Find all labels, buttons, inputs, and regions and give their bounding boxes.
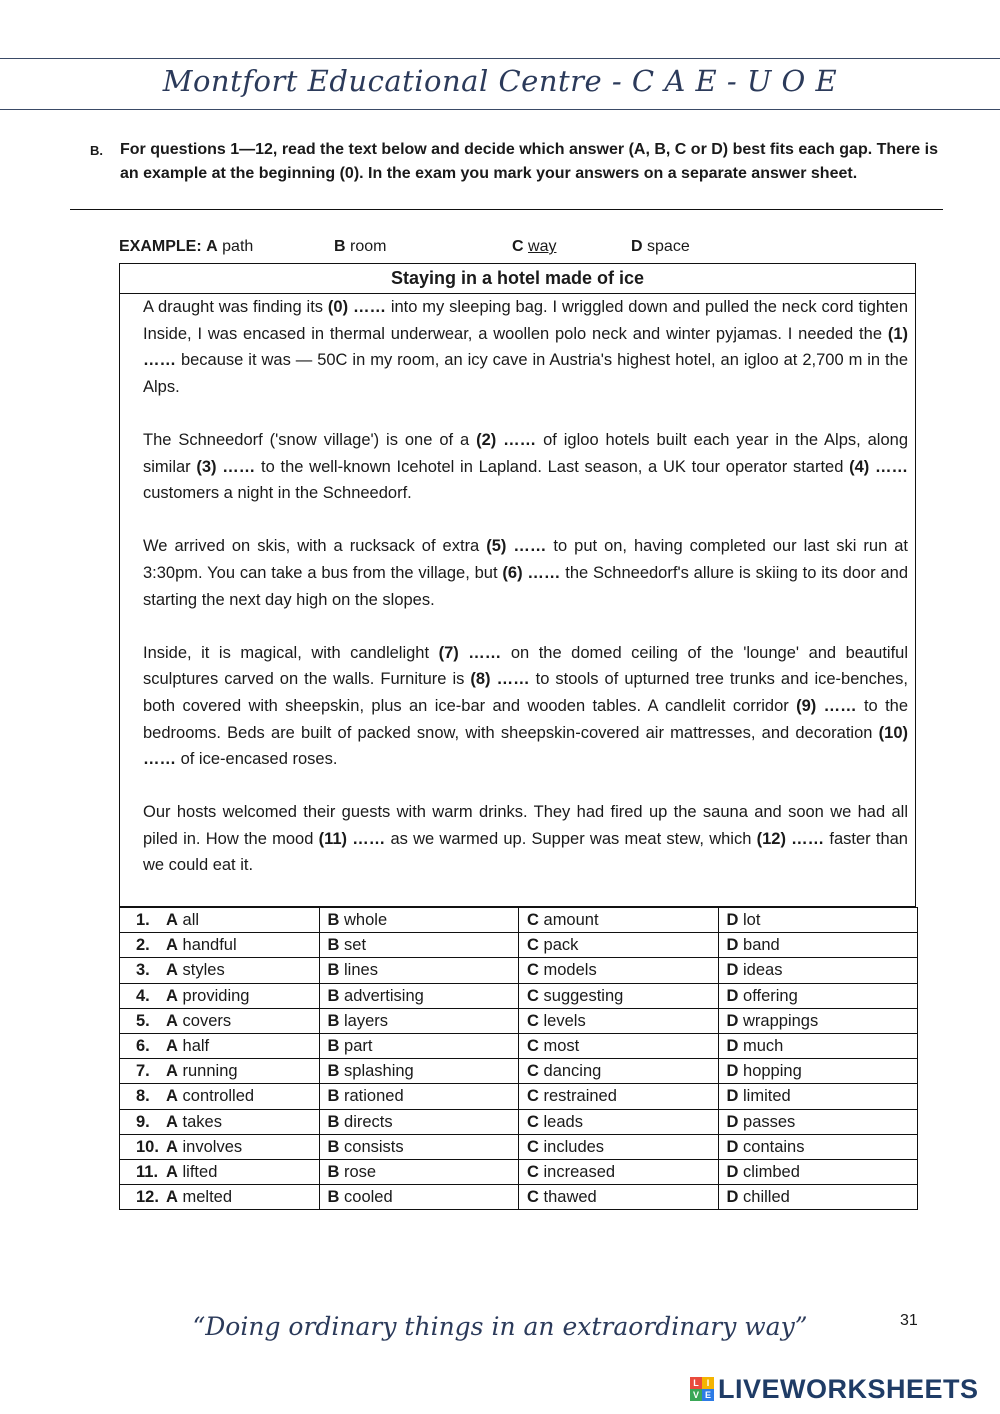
brand-name: LIVEWORKSHEETS — [718, 1373, 979, 1404]
gap-marker: (9) …… — [796, 696, 857, 715]
passage-text-run: faster than we could eat it. — [143, 829, 908, 875]
options-row — [120, 1059, 918, 1084]
header-rule-bottom — [0, 109, 1000, 110]
option-letter: B — [327, 986, 340, 1005]
option-letter: A — [166, 911, 178, 930]
option-letter: D — [726, 1062, 739, 1081]
example-b-letter: B — [334, 238, 346, 255]
option-letter: D — [726, 961, 739, 980]
passage-text-run: to the well-known Icehotel in Lapland. Last season, a UK tour operator started — [255, 457, 850, 476]
option-letter: D — [726, 1087, 739, 1106]
question-number: 1. — [136, 911, 150, 930]
option-b — [319, 1084, 519, 1109]
example-label: EXAMPLE: — [119, 238, 202, 255]
option-b — [319, 908, 519, 933]
option-c — [519, 1185, 719, 1210]
option-letter: B — [327, 1062, 340, 1081]
logo-tile: V — [690, 1389, 702, 1401]
example-d-word: space — [647, 238, 690, 255]
logo-tile: E — [702, 1389, 714, 1401]
option-d — [718, 1084, 918, 1109]
option-letter: C — [527, 986, 539, 1005]
option-letter: D — [726, 1011, 739, 1030]
passage-text-run: We arrived on skis, with a rucksack of extra — [143, 537, 487, 556]
option-letter: C — [527, 1162, 539, 1181]
logo-tile: L — [690, 1377, 702, 1389]
option-c — [519, 1059, 719, 1084]
options-row — [120, 933, 918, 958]
option-word: rose — [344, 1162, 377, 1181]
option-letter: B — [327, 911, 340, 930]
option-letter: A — [166, 1037, 178, 1056]
option-letter: B — [327, 1188, 340, 1207]
page-header-title: Montfort Educational Centre - C A E - U O E — [162, 64, 838, 98]
option-word: rationed — [344, 1087, 404, 1106]
option-letter: A — [166, 1112, 178, 1131]
option-letter: A — [166, 1188, 178, 1207]
option-word: models — [543, 961, 597, 980]
option-letter: B — [327, 1037, 340, 1056]
gap-marker: (6) …… — [502, 563, 561, 582]
option-letter: C — [527, 911, 539, 930]
option-b — [319, 1109, 519, 1134]
passage-text-run: because it was — 50C in my room, an icy cave in Austria's highest hotel, an igloo at 2,700 m in the Alps. — [143, 351, 908, 396]
option-b — [319, 1134, 519, 1159]
option-d — [718, 933, 918, 958]
option-a — [120, 933, 320, 958]
options-row — [120, 958, 918, 983]
gap-marker: (7) …… — [438, 643, 502, 662]
option-letter: D — [726, 1162, 739, 1181]
option-word: cooled — [344, 1188, 393, 1207]
liveworksheets-logo-icon — [690, 1377, 714, 1401]
option-a — [120, 1059, 320, 1084]
option-a — [120, 1008, 320, 1033]
example-c-letter: C — [512, 238, 524, 255]
option-a — [120, 983, 320, 1008]
passage-text-run: to put on, having completed our last ski run at 3:30pm. You can take a bus from the village, but — [143, 537, 909, 582]
passage-text — [143, 294, 908, 906]
passage-text-run: of ice-encased roses. — [176, 750, 338, 769]
options-row — [120, 908, 918, 933]
logo-tile: I — [702, 1377, 714, 1389]
option-word: running — [182, 1062, 238, 1081]
option-word: ideas — [743, 961, 783, 980]
gap-marker: (11) …… — [318, 829, 386, 848]
instructions-text: For questions 1—12, read the text below and decide which answer (A, B, C or D) best fits each gap. There is an example at the beginning (0). In the exam you mark your answers on a separate answer sheet. — [120, 141, 938, 182]
passage-text-run: Inside, it is magical, with candlelight — [143, 643, 439, 662]
footer-quote: “Doing ordinary things in an extraordinary way” — [192, 1312, 808, 1341]
example-option-d — [631, 238, 690, 256]
option-word: restrained — [543, 1087, 617, 1106]
option-word: chilled — [743, 1188, 790, 1207]
passage-text-run: customers a night in the Schneedorf. — [143, 484, 412, 503]
question-number: 10. — [136, 1137, 159, 1156]
option-word: consists — [344, 1137, 404, 1156]
option-a — [120, 1109, 320, 1134]
option-word: passes — [743, 1112, 796, 1131]
option-letter: B — [327, 936, 340, 955]
option-word: lot — [743, 911, 761, 930]
question-number: 6. — [136, 1037, 150, 1056]
option-word: advertising — [344, 986, 424, 1005]
option-word: providing — [182, 986, 250, 1005]
example-option-c — [512, 238, 556, 256]
options-row — [120, 1008, 918, 1033]
option-c — [519, 908, 719, 933]
option-word: handful — [182, 936, 237, 955]
option-letter: C — [527, 1112, 539, 1131]
passage-paragraph — [143, 533, 908, 613]
option-word: amount — [543, 911, 599, 930]
option-word: set — [344, 936, 367, 955]
example-option-b — [334, 238, 386, 256]
option-d — [718, 1159, 918, 1184]
example-label-a — [119, 238, 253, 256]
example-b-word: room — [350, 238, 387, 255]
option-c — [519, 1084, 719, 1109]
example-c-word: way — [528, 238, 557, 255]
passage-paragraph — [143, 427, 908, 507]
option-word: wrappings — [743, 1011, 819, 1030]
passage-text-run: on the domed ceiling of the 'lounge' and beautiful sculptures carved on the walls. Furniture is — [143, 643, 909, 689]
passage-text-run: of igloo hotels built each year in the Alps, along similar — [143, 430, 909, 476]
option-word: splashing — [344, 1062, 414, 1081]
option-c — [519, 1008, 719, 1033]
options-row — [120, 1084, 918, 1109]
question-number: 12. — [136, 1188, 159, 1207]
question-number: 3. — [136, 961, 150, 980]
option-letter: B — [327, 1011, 340, 1030]
options-row — [120, 1134, 918, 1159]
gap-marker: (8) …… — [470, 670, 530, 689]
passage-text-run: to stools of upturned tree trunks and ice-benches, both covered with sheepskin, plus an ice-bar and wooden tables. A candlelit corridor — [143, 670, 909, 715]
option-word: controlled — [182, 1087, 255, 1106]
option-b — [319, 1159, 519, 1184]
option-word: limited — [743, 1087, 791, 1106]
option-a — [120, 1084, 320, 1109]
option-c — [519, 1159, 719, 1184]
option-word: suggesting — [543, 986, 624, 1005]
gap-marker: (12) …… — [756, 829, 825, 848]
option-c — [519, 1033, 719, 1058]
passage-text-run: A draught was finding its — [143, 298, 328, 316]
option-d — [718, 1109, 918, 1134]
option-letter: A — [166, 1162, 178, 1181]
example-a-letter: A — [206, 238, 218, 255]
passage-paragraph — [143, 294, 908, 400]
option-word: layers — [344, 1011, 389, 1030]
question-number: 4. — [136, 986, 150, 1005]
option-letter: A — [166, 961, 178, 980]
gap-marker: (1) …… — [143, 324, 908, 370]
option-word: covers — [182, 1011, 232, 1030]
option-letter: D — [726, 1137, 739, 1156]
option-letter: C — [527, 1062, 539, 1081]
option-a — [120, 958, 320, 983]
passage-text-run: Our hosts welcomed their guests with warm drinks. They had fired up the sauna and soon we had all piled in. How the mood — [143, 803, 908, 848]
option-word: takes — [182, 1112, 222, 1131]
instructions — [90, 138, 950, 186]
options-row — [120, 1109, 918, 1134]
option-word: styles — [182, 961, 225, 980]
option-word: dancing — [543, 1062, 602, 1081]
option-letter: C — [527, 1087, 539, 1106]
option-word: climbed — [743, 1162, 800, 1181]
passage-title: Staying in a hotel made of ice — [120, 264, 915, 294]
passage-text-run: The Schneedorf ('snow village') is one of a — [143, 430, 477, 449]
option-word: involves — [182, 1137, 243, 1156]
option-letter: B — [327, 1087, 340, 1106]
options-row — [120, 983, 918, 1008]
passage-text-run: to the bedrooms. Beds are built of packed snow, with sheepskin-covered air mattresses, and decoration — [143, 696, 909, 742]
question-number: 8. — [136, 1087, 150, 1106]
gap-marker: (0) …… — [327, 298, 386, 316]
liveworksheets-brand — [690, 1374, 979, 1404]
option-letter: D — [726, 1112, 739, 1131]
option-word: all — [182, 911, 200, 930]
option-letter: C — [527, 1137, 539, 1156]
option-letter: C — [527, 1037, 539, 1056]
option-word: hopping — [743, 1062, 802, 1081]
gap-marker: (4) …… — [849, 457, 909, 476]
gap-marker: (3) …… — [196, 457, 256, 476]
option-letter: A — [166, 1087, 178, 1106]
question-number: 9. — [136, 1112, 150, 1131]
example-d-letter: D — [631, 238, 643, 255]
option-b — [319, 1008, 519, 1033]
options-row — [120, 1033, 918, 1058]
option-a — [120, 908, 320, 933]
option-letter: B — [327, 1137, 340, 1156]
option-letter: C — [527, 961, 539, 980]
option-d — [718, 983, 918, 1008]
option-b — [319, 1033, 519, 1058]
option-d — [718, 908, 918, 933]
passage-box — [119, 263, 916, 907]
option-a — [120, 1185, 320, 1210]
question-number: 2. — [136, 936, 150, 955]
option-letter: A — [166, 1011, 178, 1030]
option-word: offering — [743, 986, 798, 1005]
gap-marker: (10) …… — [143, 723, 908, 769]
header-rule-top — [0, 58, 1000, 59]
question-number: 5. — [136, 1011, 150, 1030]
option-d — [718, 1185, 918, 1210]
option-a — [120, 1033, 320, 1058]
option-d — [718, 1008, 918, 1033]
option-c — [519, 1109, 719, 1134]
option-letter: B — [327, 961, 340, 980]
option-letter: A — [166, 986, 178, 1005]
page-number: 31 — [900, 1312, 918, 1329]
option-c — [519, 983, 719, 1008]
option-letter: D — [726, 911, 739, 930]
option-word: pack — [543, 936, 579, 955]
passage-text-run: into my sleeping bag. I wriggled down and pulled the neck cord tighten Inside, I was encased in thermal underwear, a woollen polo neck and winter pyjamas. I needed the — [143, 298, 908, 343]
option-letter: A — [166, 936, 178, 955]
option-word: lifted — [182, 1162, 218, 1181]
option-word: most — [543, 1037, 580, 1056]
gap-marker: (5) …… — [486, 537, 547, 556]
question-number: 11. — [136, 1162, 159, 1181]
option-word: much — [743, 1037, 784, 1056]
option-word: contains — [743, 1137, 805, 1156]
option-a — [120, 1159, 320, 1184]
question-number: 7. — [136, 1062, 150, 1081]
option-letter: A — [166, 1137, 178, 1156]
option-word: leads — [543, 1112, 583, 1131]
option-word: whole — [344, 911, 388, 930]
option-word: lines — [344, 961, 378, 980]
option-letter: C — [527, 1188, 539, 1207]
option-word: includes — [543, 1137, 605, 1156]
options-row — [120, 1185, 918, 1210]
option-letter: D — [726, 1037, 739, 1056]
option-b — [319, 1185, 519, 1210]
option-word: half — [182, 1037, 210, 1056]
option-word: band — [743, 936, 780, 955]
example-a-word: path — [222, 238, 254, 255]
option-letter: D — [726, 986, 739, 1005]
option-d — [718, 1134, 918, 1159]
passage-paragraph — [143, 640, 908, 773]
option-b — [319, 1059, 519, 1084]
option-letter: A — [166, 1062, 178, 1081]
option-d — [718, 1033, 918, 1058]
option-letter: D — [726, 1188, 739, 1207]
option-word: increased — [543, 1162, 616, 1181]
gap-marker: (2) …… — [476, 430, 537, 449]
option-c — [519, 1134, 719, 1159]
passage-text-run: the Schneedorf's allure is skiing to its door and starting the next day high on the slopes. — [143, 563, 909, 609]
instructions-divider — [70, 209, 943, 210]
option-b — [319, 933, 519, 958]
option-d — [718, 1059, 918, 1084]
passage-paragraph — [143, 799, 908, 879]
option-d — [718, 958, 918, 983]
option-word: directs — [344, 1112, 393, 1131]
option-c — [519, 933, 719, 958]
options-table — [119, 907, 918, 1210]
passage-text-run: as we warmed up. Supper was meat stew, which — [385, 829, 757, 848]
option-c — [519, 958, 719, 983]
option-word: levels — [543, 1011, 586, 1030]
option-a — [120, 1134, 320, 1159]
section-label: B. — [90, 143, 103, 158]
option-word: part — [344, 1037, 373, 1056]
options-row — [120, 1159, 918, 1184]
option-b — [319, 958, 519, 983]
option-word: melted — [182, 1188, 233, 1207]
option-word: thawed — [543, 1188, 597, 1207]
option-letter: D — [726, 936, 739, 955]
option-letter: C — [527, 1011, 539, 1030]
option-letter: C — [527, 936, 539, 955]
option-b — [319, 983, 519, 1008]
option-letter: B — [327, 1112, 340, 1131]
option-letter: B — [327, 1162, 340, 1181]
